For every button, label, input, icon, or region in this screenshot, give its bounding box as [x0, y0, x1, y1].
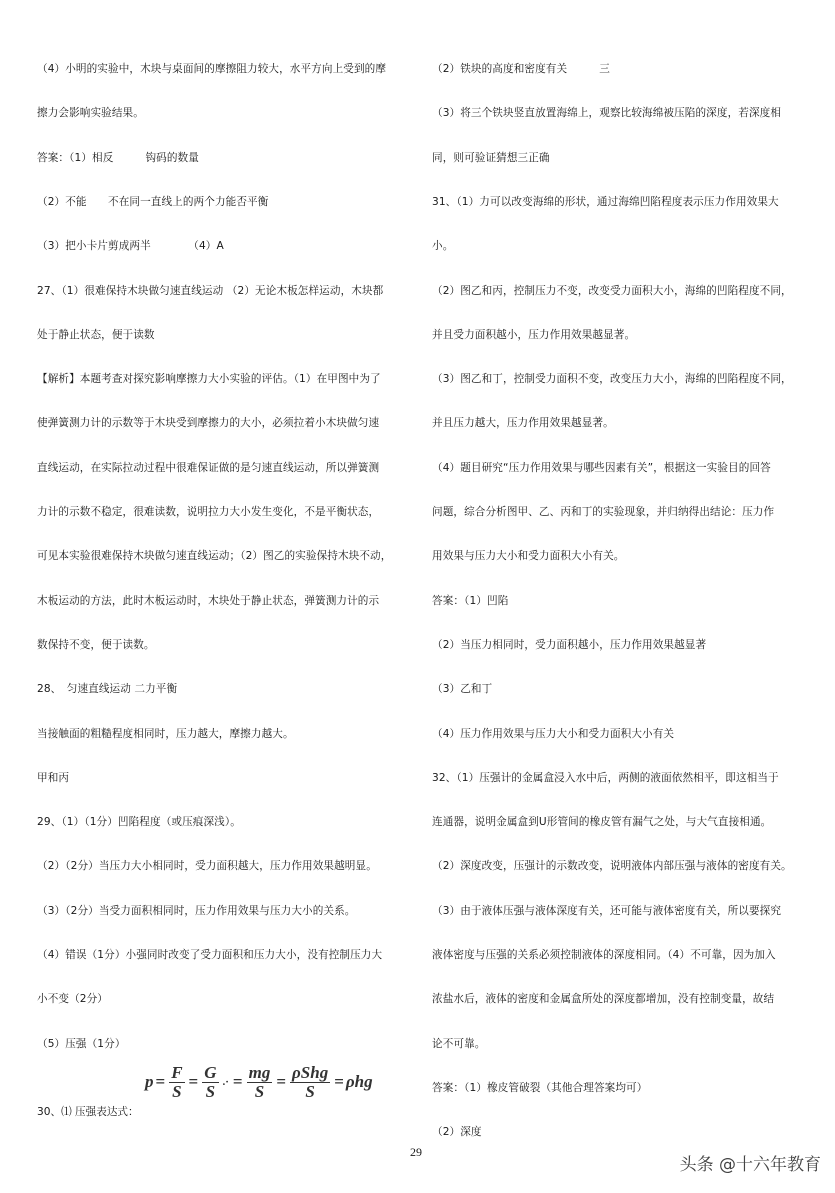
right-text-line: （4）压力作用效果与压力大小和受力面积大小有关 — [432, 727, 675, 740]
formula-frac-2: $\frac{G}{S}$ — [204, 1063, 217, 1101]
right-text-line: 31、（1）力可以改变海绵的形状，通过海绵凹陷程度表示压力作用效果大 — [432, 195, 779, 208]
left-text-line: 甲和丙 — [37, 771, 70, 784]
left-text-line: （3）（2分）当受力面积相同时，压力作用效果与压力大小的关系。 — [37, 904, 356, 917]
left-text-line: 擦力会影响实验结果。 — [37, 107, 144, 120]
right-text-line: 同，则可验证猜想三正确 — [432, 151, 550, 164]
formula-frac-3: $\frac{mg}{S}$ — [248, 1063, 271, 1101]
formula-label: 30、⑴ 压强表达式： — [37, 1106, 139, 1118]
left-text-line: 【解析】本题考查对探究影响摩擦力大小实验的评估。（1）在甲图中为了 — [37, 373, 381, 386]
left-text-line: 答案：（1）相反 钩码的数量 — [37, 151, 199, 164]
right-text-line: （2）当压力相同时，受力面积越小，压力作用效果越显著 — [432, 638, 707, 651]
formula-eq: = — [334, 1072, 344, 1092]
right-text-line: 连通器，说明金属盒到U形管间的橡皮管有漏气之处，与大气直接相通。 — [432, 816, 772, 829]
left-text-line: 力计的示数不稳定，很难读数，说明拉力大小发生变化，不是平衡状态， — [37, 506, 380, 518]
left-text-line: （4）小明的实验中，木块与桌面间的摩擦阻力较大，水平方向上受到的摩 — [37, 63, 387, 75]
formula-eq: = — [188, 1072, 199, 1092]
left-text-line: 28、 匀速直线运动 二力平衡 — [37, 683, 178, 696]
left-text-line: 使弹簧测力计的示数等于木块受到摩擦力的大小，必须拉着小木块做匀速 — [37, 417, 380, 430]
left-text-line: （2）不能 不在同一直线上的两个力能否平衡 — [37, 195, 269, 208]
right-text-line: 液体密度与压强的关系必须控制液体的深度相同。（4）不可靠，因为加入 — [432, 949, 776, 961]
right-text-line: 小。 — [432, 240, 454, 253]
left-text-line: （2）（2分）当压力大小相同时，受力面积越大，压力作用效果越明显。 — [37, 860, 377, 873]
left-text-line: 处于静止状态，便于读数 — [37, 328, 155, 341]
right-text-line: （2）铁块的高度和密度有关 三 — [432, 63, 610, 75]
formula-result: ρhg — [345, 1072, 373, 1092]
formula-eq: = — [232, 1072, 243, 1092]
left-text-line: 木板运动的方法，此时木板运动时，木块处于静止状态，弹簧测力计的示 — [37, 594, 380, 607]
right-text-line: 并且压力越大，压力作用效果越显著。 — [432, 417, 614, 430]
right-text-line: （3）由于液体压强与液体深度有关，还可能与液体密度有关，所以要探究 — [432, 904, 782, 917]
right-text-line: （2）深度改变，压强计的示数改变，说明液体内部压强与液体的密度有关。 — [432, 860, 792, 873]
page-number: 29 — [410, 1145, 422, 1159]
left-text-line: 当接触面的粗糙程度相同时，压力越大，摩擦力越大。 — [37, 727, 294, 740]
right-text-line: 答案：（1）橡皮管破裂（其他合理答案均可） — [432, 1081, 648, 1094]
formula-p: p — [145, 1072, 154, 1092]
right-text-line: 问题，综合分析图甲、乙、丙和丁的实验现象，并归纳得出结论：压力作 — [432, 506, 775, 518]
right-text-line: （3）图乙和丁，控制受力面积不变，改变压力大小，海绵的凹陷程度不同， — [432, 373, 792, 386]
pressure-formula — [145, 1064, 373, 1101]
right-text-line: （3）乙和丁 — [432, 683, 493, 696]
pressure-formula-block — [37, 1064, 417, 1124]
watermark: 头条 @十六年教育 — [679, 1155, 821, 1175]
right-text-line: （2）深度 — [432, 1126, 482, 1139]
right-text-line: 浓盐水后，液体的密度和金属盒所处的深度都增加，没有控制变量，故结 — [432, 993, 775, 1006]
right-text-line: 答案：（1）凹陷 — [432, 594, 509, 607]
left-text-line: 27、（1）很难保持木块做匀速直线运动 （2）无论木板怎样运动，木块都 — [37, 284, 384, 297]
left-text-line: 数保持不变，便于读数。 — [37, 638, 155, 651]
right-text-line: 用效果与压力大小和受力面积大小有关。 — [432, 550, 625, 563]
right-text-line: （2）图乙和丙，控制压力不变，改变受力面积大小，海绵的凹陷程度不同， — [432, 284, 792, 297]
right-text-line: 32、（1）压强计的金属盒浸入水中后，两侧的液面依然相平，即这相当于 — [432, 771, 779, 784]
left-text-line: 直线运动，在实际拉动过程中很难保证做的是匀速直线运动，所以弹簧测 — [37, 461, 380, 474]
right-text-line: 论不可靠。 — [432, 1037, 486, 1050]
right-text-line: 并且受力面积越小，压力作用效果越显著。 — [432, 328, 636, 341]
left-text-line: （5）压强（1分） — [37, 1037, 126, 1050]
left-text-line: 小不变（2分） — [37, 993, 109, 1006]
right-text-line: （4）题目研究“压力作用效果与哪些因素有关”，根据这一实验目的回答 — [432, 461, 771, 474]
left-text-line: 可见本实验很难保持木块做匀速直线运动；（2）图乙的实验保持木块不动， — [37, 550, 392, 563]
left-text-line: （4）错误（1分）小强同时改变了受力面积和压力大小，没有控制压力大 — [37, 949, 383, 961]
formula-frac-1: $\frac{F}{S}$ — [171, 1063, 183, 1101]
left-text-line: （3）把小卡片剪成两半 （4）A — [37, 240, 224, 253]
formula-sep: .· — [222, 1076, 229, 1089]
formula-eq: = — [155, 1072, 166, 1092]
formula-frac-4: $\frac{\text{ρShg}}{S}$ — [292, 1063, 329, 1101]
right-text-line: （3）将三个铁块竖直放置海绵上，观察比较海绵被压陷的深度，若深度相 — [432, 107, 782, 120]
left-text-line: 29、（1）（1分）凹陷程度（或压痕深浅）。 — [37, 816, 241, 829]
formula-eq: = — [276, 1072, 287, 1092]
